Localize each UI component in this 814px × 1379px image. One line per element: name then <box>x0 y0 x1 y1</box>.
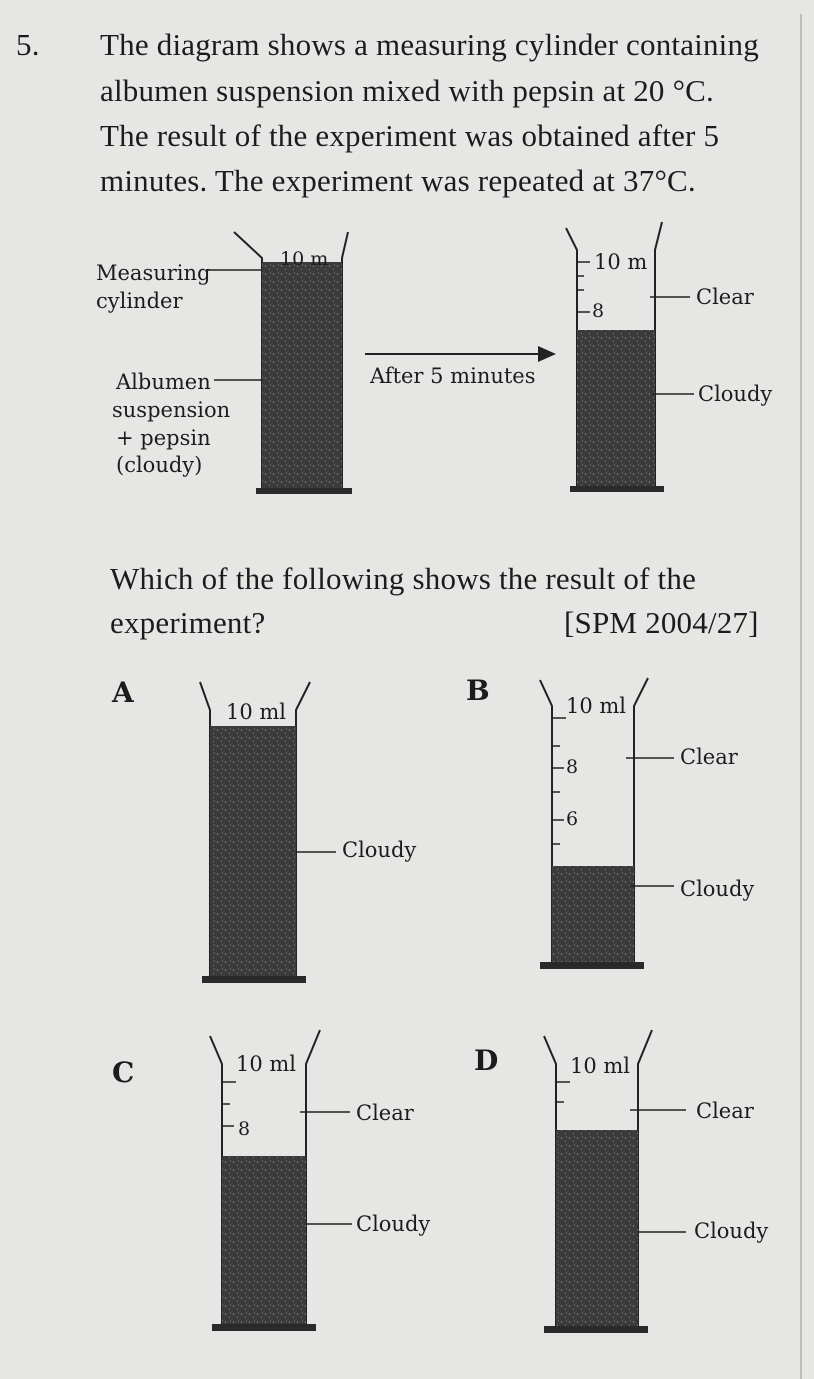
label-pepsin: + pepsin <box>116 426 211 450</box>
arrow <box>365 346 556 362</box>
question-line-1: The diagram shows a measuring cylinder containing <box>100 27 759 62</box>
label-albumen: Albumen <box>116 370 211 394</box>
prompt-line-1: Which of the following shows the result of the <box>110 561 697 596</box>
option-a-liquid <box>210 726 296 976</box>
option-d-top-mark: 10 ml <box>570 1054 631 1078</box>
option-b-letter[interactable]: B <box>466 674 490 707</box>
result-clear-label: Clear <box>696 285 754 309</box>
option-c-clear-label: Clear <box>356 1101 414 1125</box>
option-a-top-mark: 10 ml <box>226 700 287 724</box>
option-c-cloudy-label: Cloudy <box>356 1212 431 1236</box>
arrow-label: After 5 minutes <box>370 364 536 388</box>
option-a-letter[interactable]: A <box>112 676 134 709</box>
option-d-clear-label: Clear <box>696 1099 754 1123</box>
question-line-2: albumen suspension mixed with pepsin at 20 °C. <box>100 73 714 108</box>
option-c-mark-8: 8 <box>238 1118 251 1140</box>
label-cylinder: cylinder <box>96 289 183 313</box>
result-cloudy-label: Cloudy <box>698 382 773 406</box>
option-a-cylinder <box>200 682 336 983</box>
question-line-4: minutes. The experiment was repeated at 37°C. <box>100 163 696 198</box>
option-d-letter[interactable]: D <box>474 1044 499 1077</box>
option-a-cloudy-label: Cloudy <box>342 838 417 862</box>
question-number: 5. <box>16 27 40 62</box>
option-d-cloudy-label: Cloudy <box>694 1219 769 1243</box>
option-b-mark-8: 8 <box>566 756 579 778</box>
source-reference: [SPM 2004/27] <box>564 605 759 640</box>
initial-top-mark: 10 m <box>280 248 329 270</box>
option-c-top-mark: 10 ml <box>236 1052 297 1076</box>
result-mark-8: 8 <box>592 300 605 322</box>
label-measuring: Measuring <box>96 261 211 285</box>
result-cloudy-liquid <box>577 330 655 486</box>
initial-cylinder <box>208 232 352 494</box>
question-line-3: The result of the experiment was obtained after 5 <box>100 118 720 153</box>
option-b-cylinder <box>540 678 674 969</box>
option-b-clear-label: Clear <box>680 745 738 769</box>
option-c-letter[interactable]: C <box>112 1056 135 1089</box>
option-b-liquid <box>552 866 634 962</box>
label-suspension: suspension <box>112 398 231 422</box>
initial-base <box>256 488 352 494</box>
option-b-top-mark: 10 ml <box>566 694 627 718</box>
option-b-cloudy-label: Cloudy <box>680 877 755 901</box>
label-cloudy-note: (cloudy) <box>116 453 203 477</box>
prompt-line-2: experiment? <box>110 605 266 640</box>
option-d-liquid <box>556 1130 638 1326</box>
initial-cloudy-liquid <box>262 262 342 488</box>
option-b-mark-6: 6 <box>566 808 579 830</box>
option-c-liquid <box>222 1156 306 1324</box>
result-top-mark: 10 m <box>594 250 648 274</box>
